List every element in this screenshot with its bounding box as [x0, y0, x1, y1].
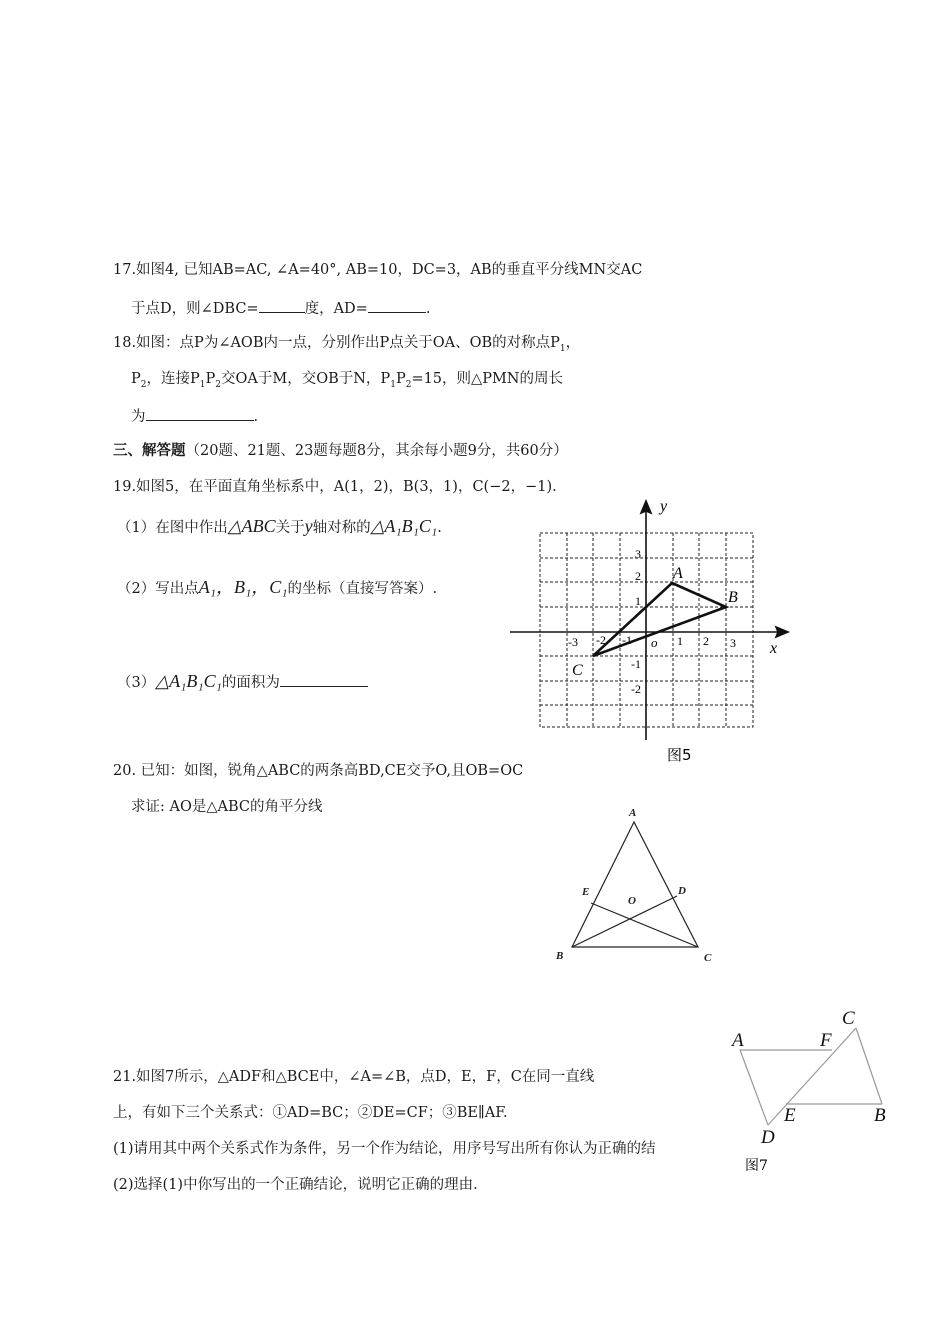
q18-blank-perimeter[interactable] [146, 405, 254, 421]
q18-line3 [131, 405, 258, 427]
section3-header [113, 441, 568, 461]
q19-text: （2）写出点 [117, 581, 199, 597]
point-a-label: A [673, 565, 683, 582]
q19-math: A₁，B₁，C₁ [198, 577, 288, 597]
q17-text-b: 度，AD= [304, 301, 368, 317]
q19-text: 的面积为 [221, 675, 280, 691]
q19-math: △ABC [227, 516, 276, 536]
q17-text-c: . [425, 301, 431, 317]
q20-labels [555, 807, 712, 964]
q17-blank-ad[interactable] [368, 297, 426, 313]
q19-part3 [117, 671, 368, 693]
q18-text-1a: 18.如图：点P为∠AOB内一点，分别作出P点关于OA、OB的对称点P [113, 335, 560, 351]
x-tick: -2 [596, 633, 606, 647]
figure-q20-triangle [550, 800, 730, 970]
figure7-labels [730, 1008, 886, 1148]
label-c: C [842, 1008, 855, 1029]
figure7 [720, 1000, 900, 1185]
q21-line1: 21.如图7所示，△ADF和△BCE中，∠A=∠B，点D，E，F，C在同一直线 [113, 1069, 595, 1085]
q18-line2 [131, 369, 563, 395]
q18-sub: 2 [140, 379, 147, 390]
q18-sub: 1 [199, 379, 206, 390]
q18-sub: 1 [390, 379, 396, 390]
x-tick: -3 [568, 635, 578, 649]
q18-text: P [395, 371, 406, 387]
x-tick: 3 [730, 636, 736, 650]
figure7-caption: 图7 [745, 1158, 768, 1174]
q18-text-1b: ， [565, 335, 581, 351]
q17-blank-angle[interactable] [259, 297, 305, 313]
q19-text: （3） [117, 675, 156, 691]
label-b: B [556, 950, 564, 962]
q18-text: P [131, 371, 141, 387]
y-tick: 1 [635, 594, 641, 608]
figure5-axes [510, 501, 788, 740]
y-tick: 2 [635, 569, 641, 583]
label-a: A [629, 807, 637, 819]
point-c-label: C [572, 662, 583, 679]
q17-line1: 17.如图4, 已知AB=AC, ∠A=40°, AB=10，DC=3，AB的垂直平分线MN交AC [113, 262, 643, 278]
q18-sub: 2 [215, 379, 221, 390]
q19-part2 [117, 577, 437, 599]
q18-text: =15，则△PMN的周长 [411, 371, 563, 387]
q17-text-a: 于点D，则∠DBC= [131, 301, 259, 317]
q18-text: P [205, 371, 216, 387]
y-tick: 3 [635, 547, 641, 561]
q19-math: △A₁B₁C₁ [370, 516, 438, 536]
x-tick: 2 [703, 634, 709, 648]
q19-math: △A₁B₁C₁ [155, 671, 222, 691]
y-tick: -1 [631, 657, 641, 671]
q18-sub: 1 [559, 343, 566, 354]
q21-line2: 上，有如下三个关系式：①AD=BC；②DE=CF；③BE∥AF. [113, 1105, 508, 1121]
section3-note: （20题、21题、23题每题8分，其余每小题9分，共60分） [185, 443, 568, 459]
q18-line1 [113, 333, 580, 359]
q21-line3: (1)请用其中两个关系式作为条件，另一个作为结论，用序号写出所有你认为正确的结 [113, 1141, 656, 1157]
q18-text: 为 [131, 409, 146, 425]
section3-title: 三、解答题 [113, 442, 186, 459]
label-e: E [784, 1105, 796, 1126]
q19-text: （1）在图中作出 [117, 520, 228, 536]
label-f: F [820, 1030, 832, 1051]
label-d: D [761, 1127, 775, 1148]
y-tick-labels [631, 547, 641, 696]
label-d: D [678, 885, 686, 897]
y-tick: -2 [631, 682, 641, 696]
q19-text: 的坐标（直接写答案）. [287, 581, 438, 597]
x-axis-label: x [770, 640, 778, 657]
q21-line4: (2)选择(1)中你写出的一个正确结论，说明它正确的理由. [113, 1177, 478, 1193]
figure5-coordinate-plane [500, 495, 800, 770]
q19-line1: 19.如图5，在平面直角坐标系中，A(1，2)，B(3，1)，C(−2，−1). [113, 479, 557, 495]
origin-label: o [651, 635, 658, 650]
q17-line2 [131, 297, 430, 319]
q19-part1 [117, 516, 442, 538]
q18-text: . [253, 409, 259, 425]
x-tick: 1 [677, 634, 683, 648]
label-o: O [628, 895, 636, 907]
q18-text: ，连接P [146, 371, 200, 387]
q18-text: 交OA于M，交OB于N，P [221, 371, 391, 387]
q19-math: y [304, 516, 313, 536]
y-axis-label: y [660, 498, 668, 515]
q18-sub: 2 [405, 379, 412, 390]
point-b-label: B [728, 589, 738, 606]
label-b: B [874, 1105, 886, 1126]
q20-line1: 20. 已知：如图，锐角△ABC的两条高BD,CE交予O,且OB=OC [113, 763, 524, 779]
x-tick: -1 [622, 633, 632, 647]
q19-text: 关于 [275, 520, 305, 536]
label-a: A [732, 1030, 744, 1051]
q19-text: 轴对称的 [312, 520, 371, 536]
q19-text: . [437, 520, 442, 536]
q20-line2: 求证: AO是△ABC的角平分线 [131, 799, 323, 815]
label-c: C [704, 952, 712, 964]
figure5-caption: 图5 [667, 746, 692, 764]
figure7-lines [740, 1028, 882, 1125]
q19-blank-area[interactable] [280, 671, 368, 687]
label-e: E [582, 886, 590, 898]
